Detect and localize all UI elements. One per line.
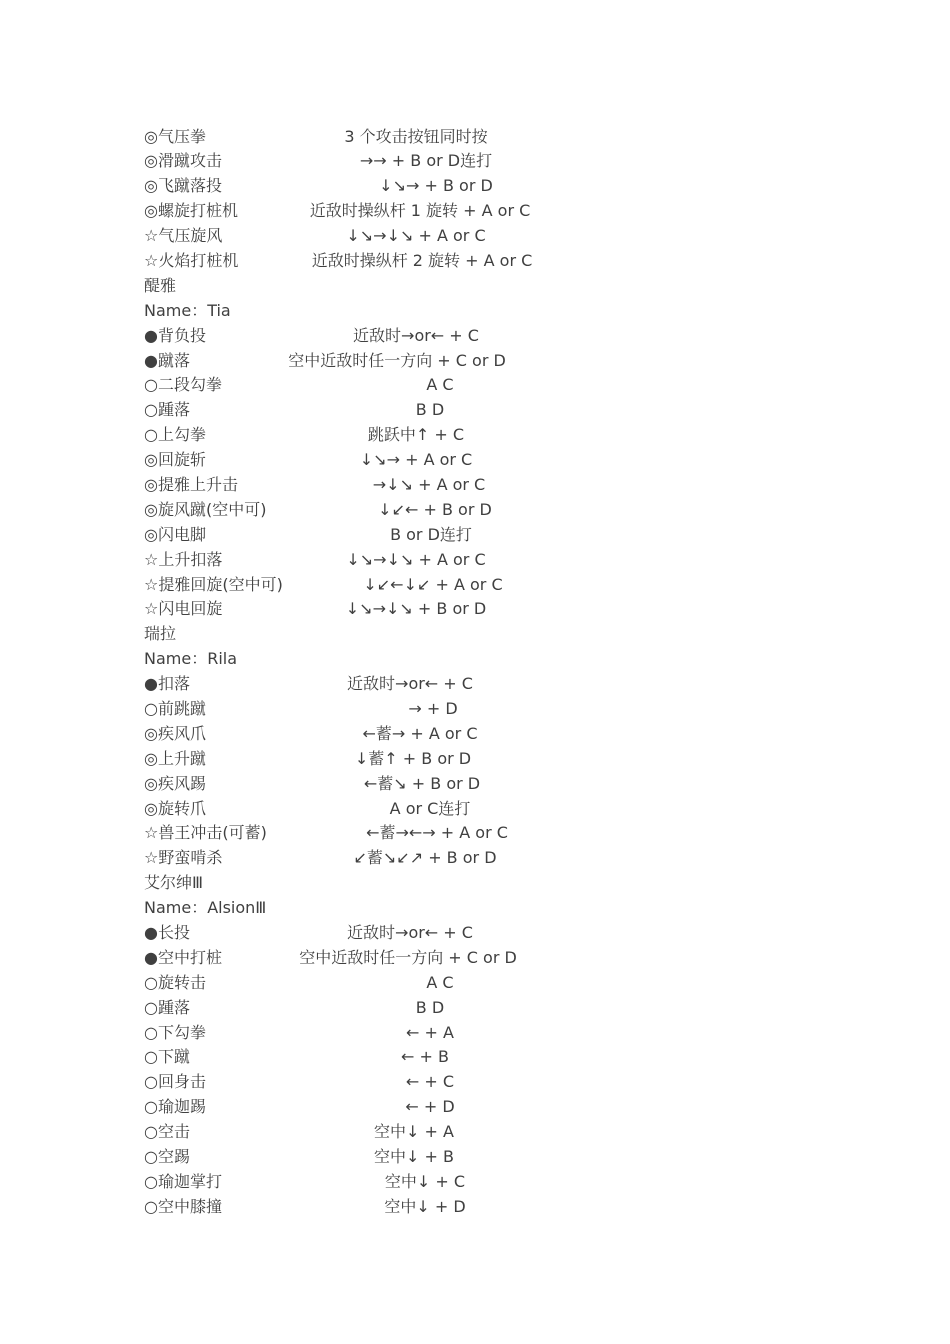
move-row (0, 846, 950, 871)
move-row (0, 1170, 950, 1195)
move-row (0, 523, 950, 548)
move-row (0, 672, 950, 697)
move-command: ←蓄→ + A or C (362, 723, 478, 743)
move-row (0, 324, 950, 349)
move-name: ◎上升蹴 (144, 748, 206, 768)
section-heading (0, 896, 950, 921)
section-heading-text: 艾尔绅Ⅲ (144, 873, 204, 893)
move-name: ◎提雅上升击 (144, 474, 238, 494)
move-name: ○二段勾拳 (144, 375, 222, 395)
move-command: 空中↓ + B (374, 1147, 454, 1167)
move-name: ◎旋转爪 (144, 798, 206, 818)
move-row (0, 946, 950, 971)
move-name: ☆野蛮啃杀 (144, 848, 223, 868)
move-row (0, 697, 950, 722)
move-name: ☆上升扣落 (144, 549, 223, 569)
move-row (0, 125, 950, 150)
move-name: ☆兽王冲击(可蓄) (144, 823, 267, 843)
document-body (0, 125, 950, 1220)
move-name: ☆火焰打桩机 (144, 250, 239, 270)
move-command: ↓↘→ + B or D (379, 176, 493, 196)
move-command: 近敌时→or← + C (347, 674, 473, 694)
move-row (0, 1120, 950, 1145)
section-heading (0, 299, 950, 324)
move-row (0, 249, 950, 274)
move-name: ◎回旋斩 (144, 450, 206, 470)
move-command: ↓↙← + B or D (378, 499, 492, 519)
section-heading-text: 醍雅 (144, 275, 177, 295)
move-row (0, 1045, 950, 1070)
move-name: ☆闪电回旋 (144, 599, 223, 619)
move-name: ◎疾风爪 (144, 723, 206, 743)
move-row (0, 1145, 950, 1170)
move-row (0, 921, 950, 946)
move-row (0, 224, 950, 249)
move-name: ○瑜迦掌打 (144, 1171, 222, 1191)
move-name: ○瑜迦踢 (144, 1097, 206, 1117)
move-name: ◎飞蹴落投 (144, 176, 222, 196)
move-row (0, 996, 950, 1021)
move-row (0, 772, 950, 797)
section-heading (0, 647, 950, 672)
move-command: →↓↘ + A or C (372, 474, 486, 494)
move-command: ↓↘→↓↘ + B or D (345, 599, 487, 619)
move-command: B D (415, 400, 445, 420)
move-command: A C (426, 972, 454, 992)
move-row (0, 797, 950, 822)
move-command: ← + C (405, 1072, 455, 1092)
move-command: 3 个攻击按钮同时按 (344, 126, 488, 146)
move-row (0, 448, 950, 473)
move-command: 空中↓ + D (384, 1196, 466, 1216)
move-name: ●空中打桩 (144, 947, 222, 967)
move-command: 近敌时操纵杆 1 旋转 + A or C (309, 201, 531, 221)
move-command: A or C连打 (389, 798, 471, 818)
move-command: ← + D (405, 1097, 455, 1117)
move-name: ○回身击 (144, 1072, 206, 1092)
move-row (0, 149, 950, 174)
move-command: ↓↘→↓↘ + A or C (346, 549, 486, 569)
move-name: ◎闪电脚 (144, 524, 206, 544)
section-heading (0, 274, 950, 299)
move-command: ← + A (406, 1022, 454, 1042)
move-command: ↓↘→ + A or C (359, 450, 473, 470)
move-command: 空中↓ + A (374, 1122, 454, 1142)
section-heading (0, 622, 950, 647)
move-row (0, 573, 950, 598)
move-row (0, 1021, 950, 1046)
move-name: ○空击 (144, 1122, 190, 1142)
move-name: ○空中膝撞 (144, 1196, 222, 1216)
move-row (0, 174, 950, 199)
move-row (0, 349, 950, 374)
move-name: ○踵落 (144, 400, 190, 420)
move-name: ●背负投 (144, 325, 206, 345)
move-command: ↓蓄↑ + B or D (354, 748, 472, 768)
move-row (0, 548, 950, 573)
move-name: ○空踢 (144, 1147, 190, 1167)
move-name: ◎疾风踢 (144, 773, 206, 793)
move-row (0, 1070, 950, 1095)
move-name: ◎旋风蹴(空中可) (144, 499, 267, 519)
move-row (0, 971, 950, 996)
move-name: ●蹴落 (144, 350, 190, 370)
move-command: 空中近敌时任一方向 + C or D (299, 947, 517, 967)
move-command: ↙蓄↘↙↗ + B or D (353, 848, 497, 868)
move-command: 近敌时→or← + C (347, 923, 473, 942)
move-row (0, 597, 950, 622)
move-command: ←蓄→←→ + A or C (366, 823, 508, 843)
move-name: ☆气压旋风 (144, 226, 223, 246)
move-row (0, 1195, 950, 1220)
move-name: ○前跳蹴 (144, 698, 206, 718)
move-command: →→ + B or D连打 (359, 151, 493, 171)
move-name: ◎滑蹴攻击 (144, 151, 222, 171)
move-command: B or D连打 (390, 524, 472, 544)
move-command: 近敌时→or← + C (353, 325, 479, 345)
move-command: 近敌时操纵杆 2 旋转 + A or C (311, 250, 533, 270)
section-heading-text: Name：Tia (144, 300, 231, 320)
section-heading-text: 瑞拉 (144, 624, 177, 644)
move-command: 空中近敌时任一方向 + C or D (288, 350, 506, 370)
move-row (0, 398, 950, 423)
move-row (0, 473, 950, 498)
move-name: ○下勾拳 (144, 1022, 206, 1042)
move-name: ●扣落 (144, 674, 190, 694)
move-row (0, 821, 950, 846)
move-command: ←蓄↘ + B or D (363, 773, 481, 793)
move-row (0, 747, 950, 772)
move-command: ← + B (401, 1047, 449, 1067)
move-name: ○旋转击 (144, 972, 206, 992)
move-row (0, 498, 950, 523)
move-name: ◎气压拳 (144, 126, 206, 146)
move-row (0, 1095, 950, 1120)
move-row (0, 423, 950, 448)
move-row (0, 373, 950, 398)
move-command: B D (415, 997, 445, 1017)
move-name: ☆提雅回旋(空中可) (144, 574, 283, 594)
section-heading-text: Name：AlsionⅢ (144, 898, 267, 918)
move-command: 空中↓ + C (384, 1171, 466, 1191)
move-name: ○上勾拳 (144, 425, 206, 445)
section-heading (0, 871, 950, 896)
section-heading-text: Name：Rila (144, 649, 238, 669)
move-name: ●长投 (144, 923, 190, 942)
move-name: ○下蹴 (144, 1047, 190, 1067)
move-row (0, 722, 950, 747)
move-row (0, 199, 950, 224)
move-name: ◎螺旋打桩机 (144, 201, 238, 221)
move-name: ○踵落 (144, 997, 190, 1017)
move-command: ↓↙←↓↙ + A or C (363, 574, 503, 594)
move-command: A C (426, 375, 454, 395)
move-command: → + D (408, 698, 458, 718)
move-command: ↓↘→↓↘ + A or C (346, 226, 486, 246)
move-command: 跳跃中↑ + C (367, 425, 465, 445)
